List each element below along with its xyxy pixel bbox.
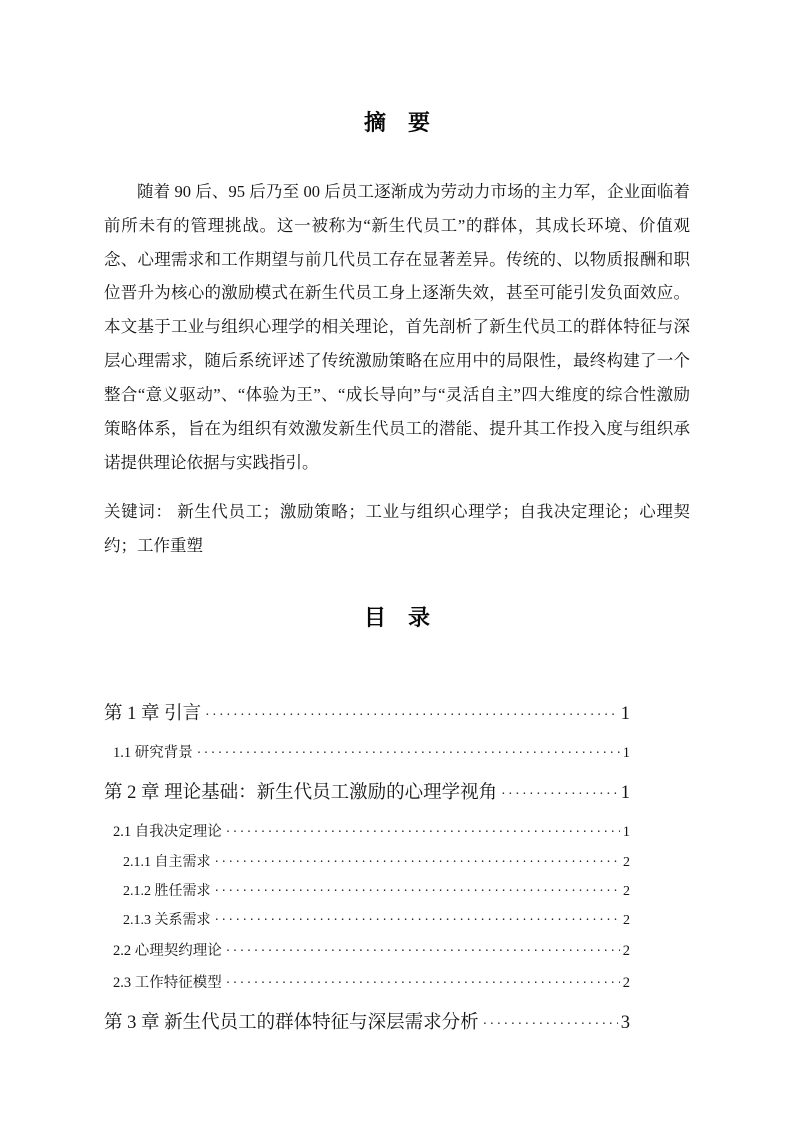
toc-entry-2-1-1[interactable] <box>104 848 630 877</box>
dot-leader <box>205 693 618 737</box>
dot-leader <box>226 816 620 847</box>
toc-entry-page: 2 <box>623 883 630 899</box>
dot-leader <box>226 967 620 998</box>
abstract-paragraph: 随着 90 后、95 后乃至 00 后员工逐渐成为劳动力市场的主力军，企业面临着前所未有的管理挑战。这一被称为“新生代员工”的群体，其成长环境、价值观念、心理需求和工作期望与前几代员工存在显著差异。传统的、以物质报酬和职位晋升为核心的激励模式在新生代员工身上逐渐失效，甚至可能引发负面效应。本文基于工业与组织心理学的相关理论，首先剖析了新生代员工的群体特征与深层心理需求，随后系统评述了传统激励策略在应用中的局限性，最终构建了一个整合“意义驱动”、“体验为王”、“成长导向”与“灵活自主”四大维度的综合性激励策略体系，旨在为组织有效激发新生代员工的潜能、提升其工作投入度与组织承诺提供理论依据与实践指引。 <box>104 182 690 472</box>
toc-entry-label: 2.1.2 胜任需求 <box>123 883 211 899</box>
toc-entry-page: 2 <box>623 854 630 870</box>
keywords-label: 关键词： <box>104 502 173 522</box>
toc-entry-chapter-3[interactable] <box>104 1001 630 1046</box>
dot-leader <box>483 1002 618 1046</box>
toc-entry-page: 2 <box>622 974 630 991</box>
toc-entry-2-1-3[interactable] <box>104 906 630 935</box>
dot-leader <box>215 906 621 934</box>
toc-entry-1-1[interactable] <box>104 737 630 769</box>
toc-entry-page: 2 <box>622 942 630 959</box>
toc-entry-page: 2 <box>623 912 630 928</box>
toc-entry-page: 1 <box>622 744 630 761</box>
toc-entry-label: 第 3 章 新生代员工的群体特征与深层需求分析 <box>104 1012 479 1033</box>
table-of-contents <box>104 692 630 1046</box>
dot-leader <box>215 848 621 876</box>
keywords-text: 新生代员工；激励策略；工业与组织心理学；自我决定理论；心理契约；工作重塑 <box>104 502 691 556</box>
toc-title: 目 录 <box>363 604 430 630</box>
toc-entry-2-2[interactable] <box>104 935 630 967</box>
toc-entry-label: 2.1.1 自主需求 <box>123 854 211 870</box>
toc-entry-2-1-2[interactable] <box>104 877 630 906</box>
toc-entry-label: 第 2 章 理论基础：新生代员工激励的心理学视角 <box>104 782 498 803</box>
toc-entry-label: 1.1 研究背景 <box>113 744 193 761</box>
dot-leader <box>501 772 618 816</box>
toc-entry-label: 2.2 心理契约理论 <box>113 942 222 959</box>
toc-entry-2-1[interactable] <box>104 816 630 848</box>
toc-entry-label: 第 1 章 引言 <box>104 703 202 724</box>
abstract-title: 摘 要 <box>363 110 430 135</box>
toc-entry-label: 2.1.3 关系需求 <box>123 912 211 928</box>
keywords-paragraph <box>104 495 690 563</box>
toc-entry-page: 1 <box>620 782 630 803</box>
toc-entry-chapter-2[interactable] <box>104 771 630 816</box>
toc-entry-page: 1 <box>622 823 630 840</box>
toc-entry-chapter-1[interactable] <box>104 692 630 737</box>
toc-entry-label: 2.3 工作特征模型 <box>113 974 222 991</box>
toc-entry-label: 2.1 自我决定理论 <box>113 823 222 840</box>
dot-leader <box>226 935 620 966</box>
toc-entry-2-3[interactable] <box>104 967 630 999</box>
dot-leader <box>197 737 620 768</box>
toc-entry-page: 3 <box>620 1012 630 1033</box>
dot-leader <box>215 877 621 905</box>
toc-entry-page: 1 <box>620 703 630 724</box>
